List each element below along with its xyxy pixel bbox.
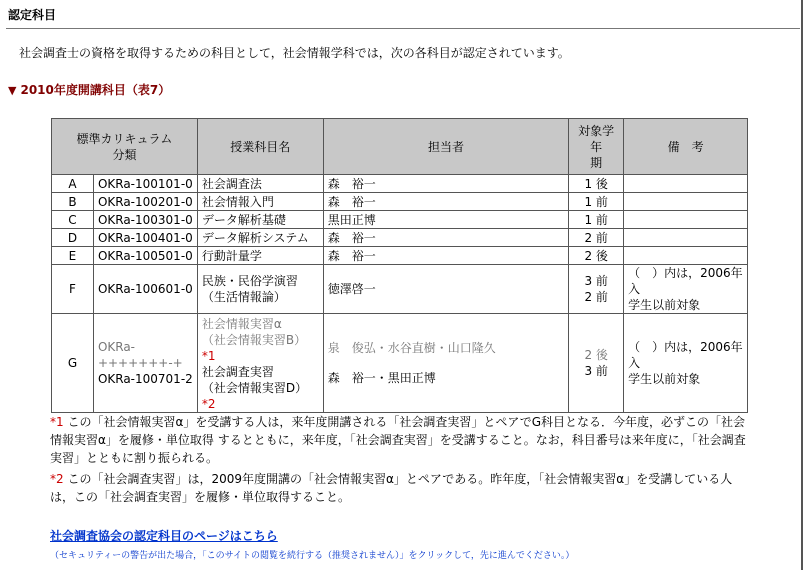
course-line: 社会情報実習α xyxy=(201,317,282,331)
remarks-cell xyxy=(624,265,748,314)
header-year-line1: 対象学 xyxy=(578,123,615,138)
header-remarks: 備 考 xyxy=(624,119,748,175)
table-row xyxy=(52,175,748,193)
code-cell: OKRa-100501-0 xyxy=(93,247,197,265)
code-cell: OKRa-100601-0 xyxy=(93,265,197,314)
category-cell: B xyxy=(52,193,94,211)
header-curriculum-line1: 標準カリキュラム xyxy=(76,131,173,146)
course-cell: 社会情報入門 xyxy=(197,193,323,211)
footnote-mark: *2 xyxy=(201,397,216,411)
year-cell: 1 後 xyxy=(569,175,624,193)
remarks-line: （ ）内は，2006年入 xyxy=(628,340,743,370)
footnote-mark: *1 xyxy=(201,349,216,363)
instructor-cell: 森 裕一 xyxy=(323,247,569,265)
year-line: 2 後 xyxy=(584,348,608,362)
page-title: 認定科目 xyxy=(8,8,57,22)
year-cell: 1 前 xyxy=(569,211,624,229)
course-line: 民族・民俗学演習 xyxy=(201,274,298,288)
year-line: 3 前 xyxy=(584,274,608,288)
code-cell: OKRa-100301-0 xyxy=(93,211,197,229)
category-cell: E xyxy=(52,247,94,265)
title-divider xyxy=(6,28,800,29)
table-header-row xyxy=(52,119,748,175)
course-cell: データ解析基礎 xyxy=(197,211,323,229)
course-line xyxy=(202,332,319,364)
course-cell xyxy=(197,265,323,314)
footnote-2 xyxy=(50,470,750,506)
instructor-line: 森 裕一・黒田正博 xyxy=(327,371,436,385)
category-cell: A xyxy=(52,175,94,193)
category-cell: C xyxy=(52,211,94,229)
category-cell: G xyxy=(52,314,94,413)
year-cell: 2 前 xyxy=(569,229,624,247)
footnote-2-text: この「社会調査実習」は，2009年度開講の「社会情報実習α」とペアである。昨年度，「社会情報実習α」を受講している人は，この「社会調査実習」を履修・単位取得すること。 xyxy=(50,472,733,504)
security-warning-note: （セキュリティーの警告が出た場合，「このサイトの閲覧を続行する（推奨されません）」をクリックして，先に進んでください。） xyxy=(50,551,575,561)
remarks-cell xyxy=(624,229,748,247)
instructor-cell: 森 裕一 xyxy=(323,175,569,193)
course-cell: 行動計量学 xyxy=(197,247,323,265)
footnote-1-mark: *1 xyxy=(50,415,64,429)
year-cell xyxy=(569,314,624,413)
course-cell xyxy=(197,314,323,413)
year-line: 2 前 xyxy=(584,290,608,304)
table-row-f xyxy=(52,265,748,314)
table-row xyxy=(52,211,748,229)
header-curriculum-line2: 分類 xyxy=(112,147,137,162)
remarks-line: 学生以前対象 xyxy=(628,298,701,312)
course-line-text: （社会情報実習B） xyxy=(201,333,307,347)
code-cell: OKRa-100101-0 xyxy=(93,175,197,193)
code-cell: OKRa-100401-0 xyxy=(93,229,197,247)
category-cell: F xyxy=(52,265,94,314)
instructor-cell: 森 裕一 xyxy=(323,193,569,211)
code-line: OKRa-+++++++-+ xyxy=(97,340,183,370)
footnote-1 xyxy=(50,413,750,467)
remarks-line: 学生以前対象 xyxy=(628,372,701,386)
section-heading-label: 2010年度開講科目（表7） xyxy=(20,83,171,97)
header-course: 授業科目名 xyxy=(197,119,323,175)
code-line: OKRa-100701-2 xyxy=(97,372,193,386)
remarks-cell xyxy=(624,314,748,413)
category-cell: D xyxy=(52,229,94,247)
course-line-text: （社会情報実習D） xyxy=(201,381,308,395)
section-heading xyxy=(8,81,170,98)
header-year-line2: 年 xyxy=(590,139,603,154)
header-year xyxy=(569,119,624,175)
intro-text: 社会調査士の資格を取得するための科目として，社会情報学科では，次の各科目が認定されています。 xyxy=(19,46,570,60)
instructor-cell xyxy=(323,314,569,413)
course-line: （生活情報論） xyxy=(201,290,286,304)
year-cell: 1 前 xyxy=(569,193,624,211)
certified-courses-link[interactable]: 社会調査協会の認定科目のページはこちら xyxy=(50,529,278,543)
instructor-cell: 徳澤啓一 xyxy=(323,265,569,314)
year-cell xyxy=(569,265,624,314)
table-row xyxy=(52,229,748,247)
remarks-cell xyxy=(624,193,748,211)
footnote-2-mark: *2 xyxy=(50,472,64,486)
remarks-cell xyxy=(624,211,748,229)
header-year-line3: 期 xyxy=(590,155,603,170)
instructor-cell: 森 裕一 xyxy=(323,229,569,247)
instructor-line: 泉 俊弘・水谷直樹・山口隆久 xyxy=(327,341,496,355)
remarks-cell xyxy=(624,175,748,193)
table-row xyxy=(52,193,748,211)
header-curriculum xyxy=(52,119,198,175)
header-instructor: 担当者 xyxy=(323,119,569,175)
table-row-g xyxy=(52,314,748,413)
footnote-1-text: この「社会情報実習α」を受講する人は，来年度開講される「社会調査実習」とペアでG科目となる．今年度，必ずこの「社会情報実習α」を履修・単位取得 するとともに，来年度，「社会調査実習」を受講すること。なお，科目番号は来年度に，「社会調査実習」とともに割り振られる。 xyxy=(50,415,746,465)
course-cell: 社会調査法 xyxy=(197,175,323,193)
remarks-line: （ ）内は，2006年入 xyxy=(628,266,743,296)
code-cell: OKRa-100201-0 xyxy=(93,193,197,211)
instructor-cell: 黒田正博 xyxy=(323,211,569,229)
year-line: 3 前 xyxy=(584,364,608,378)
remarks-cell xyxy=(624,247,748,265)
year-cell: 2 後 xyxy=(569,247,624,265)
table-row xyxy=(52,247,748,265)
triangle-down-icon: ▼ xyxy=(8,84,17,97)
code-cell xyxy=(93,314,197,413)
course-cell: データ解析システム xyxy=(197,229,323,247)
courses-table xyxy=(51,118,748,413)
course-line xyxy=(202,380,319,412)
course-line: 社会調査実習 xyxy=(201,365,274,379)
